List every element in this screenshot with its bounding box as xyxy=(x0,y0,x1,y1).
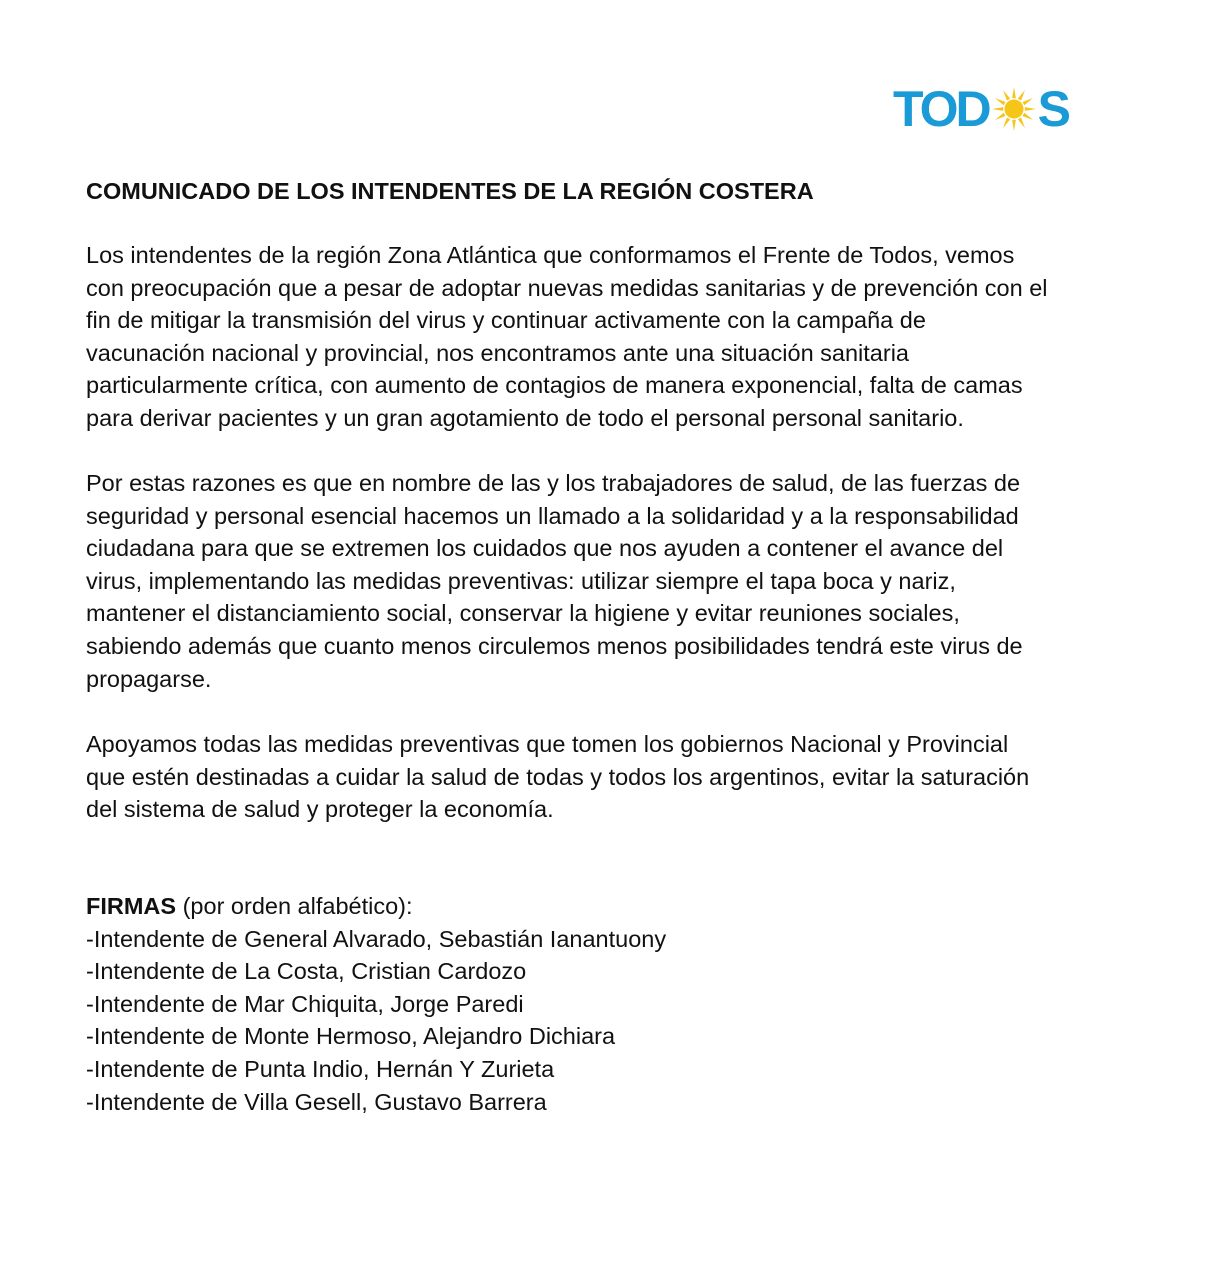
paragraph-line: del sistema de salud y proteger la economía. xyxy=(86,796,554,823)
sun-ray xyxy=(1012,120,1016,131)
document-title: COMUNICADO DE LOS INTENDENTES DE LA REGIÓN COSTERA xyxy=(86,178,814,204)
sun-ray xyxy=(1022,98,1033,105)
paragraph-line: ciudadana para que se extremen los cuidados que nos ayuden a contener el avance del xyxy=(86,535,1004,562)
sun-ray xyxy=(1003,90,1010,101)
todos-logo xyxy=(893,81,1093,137)
paragraph-line: Apoyamos todas las medidas preventivas que tomen los gobiernos Nacional y Provincial xyxy=(86,731,1009,757)
paragraph-line: Por estas razones es que en nombre de las y los trabajadores de salud, de las fuerzas de xyxy=(86,470,1021,496)
paragraph-line: sabiendo además que cuanto menos circulemos menos posibilidades tendrá este virus de xyxy=(86,632,1023,659)
paragraph-line: con preocupación que a pesar de adoptar nuevas medidas sanitarias y de prevención con el xyxy=(86,274,1048,301)
signatures-section xyxy=(86,890,666,1118)
signatures-heading xyxy=(86,890,666,923)
signature-item: -Intendente de Mar Chiquita, Jorge Paredi xyxy=(86,990,524,1017)
paragraph-line: particularmente crítica, con aumento de contagios de manera exponencial, falta de camas xyxy=(86,372,1023,399)
sun-ray xyxy=(1017,117,1024,128)
paragraph-line: fin de mitigar la transmisión del virus y continuar activamente con la campaña de xyxy=(86,307,926,334)
signature-item: -Intendente de Punta Indio, Hernán Y Zurieta xyxy=(86,1055,555,1082)
signature-item: -Intendente de Monte Hermoso, Alejandro Dichiara xyxy=(86,1023,616,1050)
signature-item: -Intendente de Villa Gesell, Gustavo Barrera xyxy=(86,1088,547,1115)
paragraph-2 xyxy=(86,467,1106,695)
sun-icon xyxy=(991,86,1037,132)
sun-ray xyxy=(1024,107,1035,111)
paragraph-line: seguridad y personal esencial hacemos un llamado a la solidaridad y a la responsabilidad xyxy=(86,502,1019,529)
sun-ray xyxy=(995,113,1006,120)
logo-text-right: S xyxy=(1037,81,1068,137)
sun-ray xyxy=(995,98,1006,105)
paragraph-line: Los intendentes de la región Zona Atlántica que conformamos el Frente de Todos, vemos xyxy=(86,242,1015,268)
logo-text-left: TOD xyxy=(893,81,989,137)
sun-ray xyxy=(1022,113,1033,120)
signatures-heading-rest: (por orden alfabético): xyxy=(176,893,413,919)
paragraph-line: mantener el distanciamiento social, conservar la higiene y evitar reuniones sociales, xyxy=(86,600,960,627)
sun-ray xyxy=(1017,90,1024,101)
paragraph-line: propagarse. xyxy=(86,665,212,692)
signatures-heading-bold: FIRMAS xyxy=(86,893,177,919)
paragraph-line: para derivar pacientes y un gran agotamiento de todo el personal personal sanitario. xyxy=(86,404,964,431)
paragraph-line: vacunación nacional y provincial, nos encontramos ante una situación sanitaria xyxy=(86,339,909,366)
signature-item: -Intendente de La Costa, Cristian Cardozo xyxy=(86,958,527,985)
sun-ray xyxy=(1012,87,1016,98)
sun-ray xyxy=(1003,117,1010,128)
sun-ray xyxy=(992,107,1003,111)
paragraph-line: que estén destinadas a cuidar la salud de todas y todos los argentinos, evitar la saturación xyxy=(86,763,1030,790)
signature-item: -Intendente de General Alvarado, Sebastián Ianantuony xyxy=(86,925,667,952)
paragraph-1 xyxy=(86,239,1106,435)
paragraph-3 xyxy=(86,728,1106,826)
paragraph-line: virus, implementando las medidas preventivas: utilizar siempre el tapa boca y nariz, xyxy=(86,567,956,594)
